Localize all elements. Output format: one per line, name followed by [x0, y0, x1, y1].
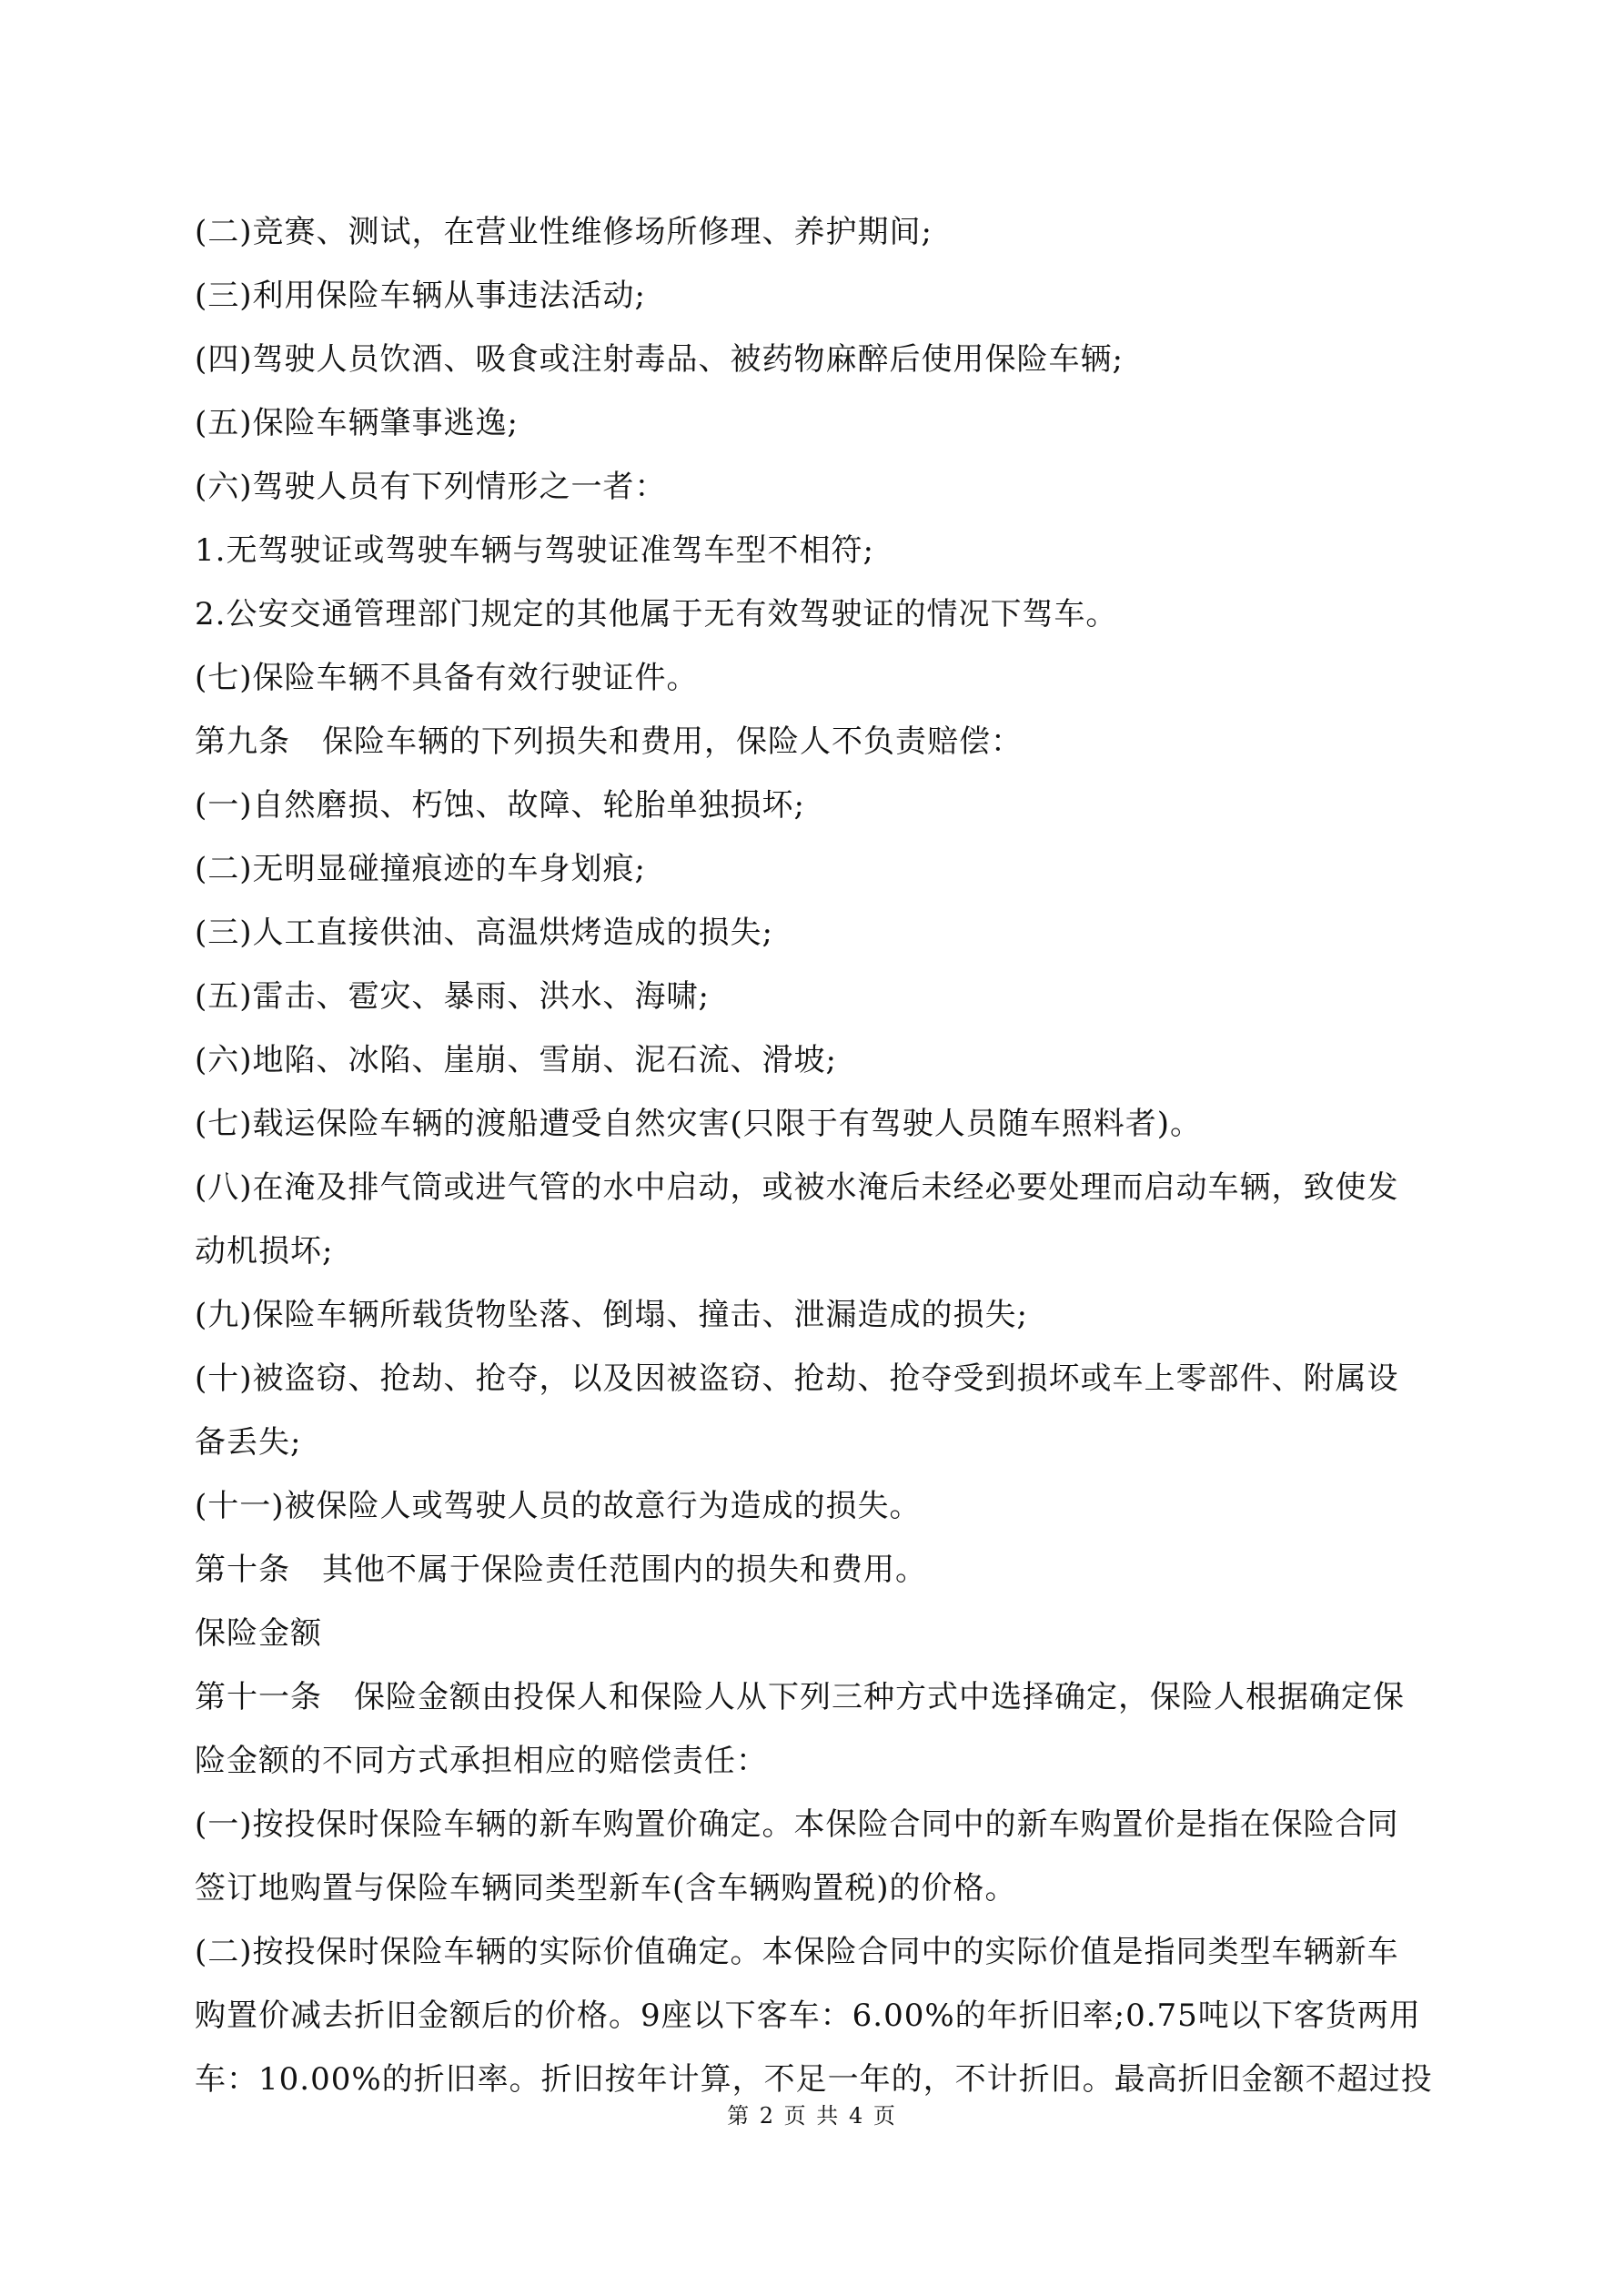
text-line: 2.公安交通管理部门规定的其他属于无有效驾驶证的情况下驾车。	[195, 596, 1118, 632]
text-line: (二)无明显碰撞痕迹的车身划痕;	[195, 851, 646, 887]
text-line: 车：10.00%的折旧率。折旧按年计算，不足一年的，不计折旧。最高折旧金额不超过投	[195, 2061, 1433, 2098]
text-line: 购置价减去折旧金额后的价格。9座以下客车：6.00%的年折旧率;0.75吨以下客货两用	[195, 1998, 1421, 2034]
text-line: 1.无驾驶证或驾驶车辆与驾驶证准驾车型不相符;	[195, 532, 874, 569]
text-line: (五)雷击、雹灾、暴雨、洪水、海啸;	[195, 978, 710, 1015]
text-line: (四)驾驶人员饮酒、吸食或注射毒品、被药物麻醉后使用保险车辆;	[195, 341, 1124, 378]
text-line: (三)利用保险车辆从事违法活动;	[195, 278, 646, 314]
section-heading: 保险金额	[195, 1615, 322, 1652]
text-line: (一)按投保时保险车辆的新车购置价确定。本保险合同中的新车购置价是指在保险合同	[195, 1806, 1399, 1843]
text-line: 备丢失;	[195, 1424, 302, 1461]
document-body	[195, 200, 1450, 2111]
text-line: (七)保险车辆不具备有效行驶证件。	[195, 660, 699, 696]
article-heading: 第十条 其他不属于保险责任范围内的损失和费用。	[195, 1552, 927, 1588]
text-line: (九)保险车辆所载货物坠落、倒塌、撞击、泄漏造成的损失;	[195, 1297, 1028, 1333]
text-line: (七)载运保险车辆的渡船遭受自然灾害(只限于有驾驶人员随车照料者)。	[195, 1106, 1203, 1142]
text-line: 签订地购置与保险车辆同类型新车(含车辆购置税)的价格。	[195, 1870, 1017, 1907]
text-line: (六)地陷、冰陷、崖崩、雪崩、泥石流、滑坡;	[195, 1042, 837, 1078]
text-line: 险金额的不同方式承担相应的赔偿责任：	[195, 1743, 768, 1779]
text-line: (五)保险车辆肇事逃逸;	[195, 405, 519, 441]
text-line: 动机损坏;	[195, 1233, 334, 1269]
page-number-footer: 第 2 页 共 4 页	[727, 2103, 897, 2129]
text-line: (三)人工直接供油、高温烘烤造成的损失;	[195, 915, 773, 951]
article-heading: 第九条 保险车辆的下列损失和费用，保险人不负责赔偿：	[195, 723, 1023, 760]
text-line: (二)竞赛、测试，在营业性维修场所修理、养护期间;	[195, 214, 933, 250]
text-line: (一)自然磨损、朽蚀、故障、轮胎单独损坏;	[195, 787, 805, 824]
text-line: (十)被盗窃、抢劫、抢夺，以及因被盗窃、抢劫、抢夺受到损坏或车上零部件、附属设	[195, 1360, 1399, 1397]
article-heading: 第十一条 保险金额由投保人和保险人从下列三种方式中选择确定，保险人根据确定保	[195, 1679, 1405, 1715]
text-line: (二)按投保时保险车辆的实际价值确定。本保险合同中的实际价值是指同类型车辆新车	[195, 1934, 1399, 1970]
text-line: (六)驾驶人员有下列情形之一者：	[195, 469, 667, 505]
text-line: (十一)被保险人或驾驶人员的故意行为造成的损失。	[195, 1488, 922, 1524]
text-line: (八)在淹及排气筒或进气管的水中启动，或被水淹后未经必要处理而启动车辆，致使发	[195, 1169, 1399, 1206]
